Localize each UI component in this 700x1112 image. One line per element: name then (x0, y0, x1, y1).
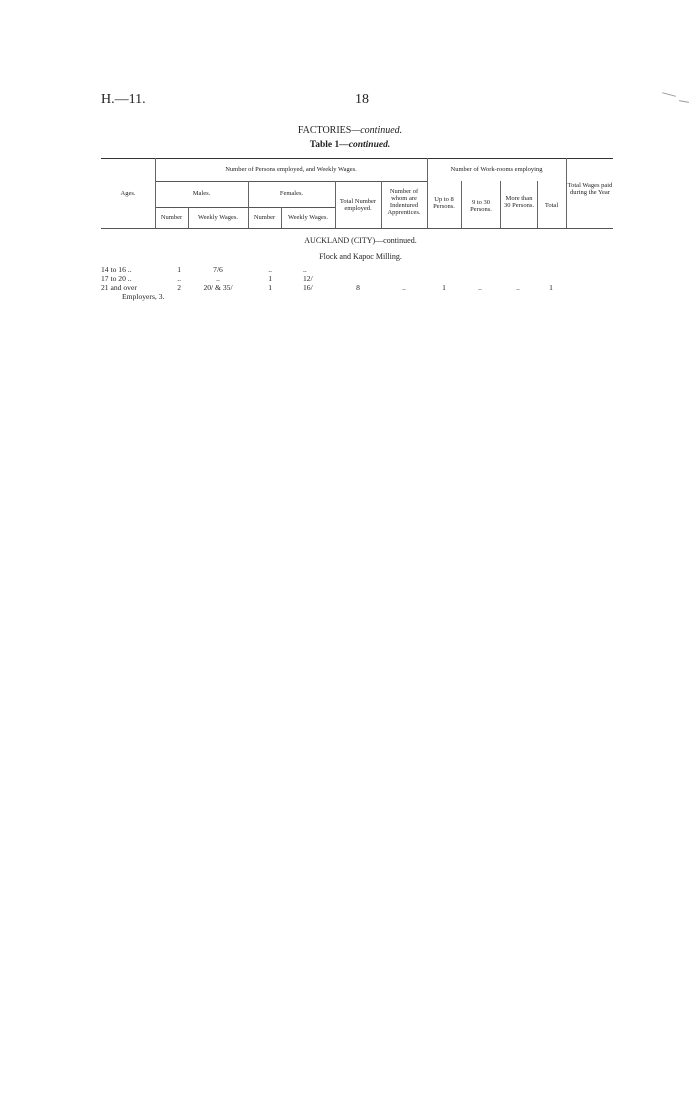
header-total-wages: Total Wages paid during the Year (567, 182, 613, 196)
column-rule (500, 181, 501, 228)
section-title: Flock and Kapoc Milling. (319, 252, 402, 261)
title-continued: —continued. (351, 125, 403, 136)
table-continued: —continued. (339, 140, 391, 150)
header-rule (155, 207, 335, 208)
table-name: Table 1 (309, 140, 340, 150)
male-count: .. (177, 274, 181, 283)
title-main: FACTORIES (297, 125, 352, 136)
header-workrooms-group: Number of Work-rooms employing (450, 166, 543, 173)
header-female-wages: Weekly Wages. (288, 214, 328, 221)
header-total-employed: Total Number employed. (339, 198, 377, 212)
header-9-to-30: 9 to 30 Persons. (470, 199, 492, 213)
header-persons-group: Number of Persons employed, and Weekly Wages. (225, 166, 357, 173)
column-rule (335, 181, 336, 228)
header-males: Males. (192, 190, 211, 197)
employers-note: Employers, 3. (122, 292, 165, 301)
female-wages: 16/ (303, 283, 313, 292)
workrooms-count: .. (402, 283, 406, 292)
table-title (0, 140, 700, 150)
scan-mark (662, 92, 676, 97)
age-group: 14 to 16 .. (101, 265, 132, 274)
header-rule (155, 181, 427, 182)
header-females: Females. (279, 190, 304, 197)
header-more-than-30: More than 30 Persons. (504, 195, 534, 209)
male-wages: .. (216, 274, 220, 283)
header-up-to-8: Up to 8 Persons. (433, 196, 455, 210)
header-male-number: Number (160, 214, 183, 221)
scan-mark (679, 100, 689, 103)
female-count: .. (268, 265, 272, 274)
header-bottom-rule (101, 228, 613, 229)
header-indentured: Number of whom are Indentured Apprentices. (387, 188, 421, 216)
age-group: 17 to 20 .. (101, 274, 132, 283)
column-rule (461, 181, 462, 228)
female-count: 1 (268, 283, 272, 292)
page-title (0, 125, 700, 136)
male-count: 1 (177, 265, 181, 274)
male-wages: 20/ & 35/ (203, 283, 233, 292)
female-wages: 12/ (303, 274, 313, 283)
total-employed: 8 (356, 283, 360, 292)
workrooms-count: 1 (442, 283, 446, 292)
male-wages: 7/6 (213, 265, 223, 274)
male-count: 2 (177, 283, 181, 292)
page-reference: H.—11. (101, 92, 146, 107)
workrooms-count: 1 (549, 283, 553, 292)
page-number: 18 (355, 92, 369, 107)
header-ages: Ages. (120, 190, 136, 197)
female-wages: .. (303, 265, 307, 274)
header-total: Total (544, 202, 559, 209)
age-group: 21 and over (101, 283, 137, 292)
female-count: 1 (268, 274, 272, 283)
header-female-number: Number (253, 214, 276, 221)
table-top-rule (101, 158, 613, 159)
header-male-wages: Weekly Wages. (198, 214, 238, 221)
workrooms-count: .. (516, 283, 520, 292)
region-heading: AUCKLAND (CITY)—continued. (304, 236, 417, 245)
workrooms-count: .. (478, 283, 482, 292)
